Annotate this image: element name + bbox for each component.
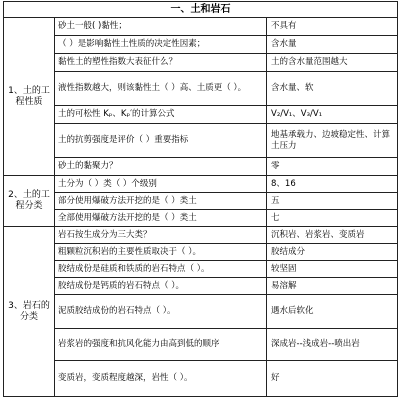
question-cell: 土分为（ ）类（ ）个级别 [55,176,267,193]
question-cell: 岩石按生成分为三大类？ [55,227,267,244]
answer-cell: 遇水后软化 [267,295,398,329]
question-cell: 黏性土的塑性指数大表征什么？ [55,54,267,72]
answer-cell: 易溶解 [267,278,398,295]
answer-cell: 七 [267,210,398,227]
answer-cell: 含水量、软 [267,72,398,106]
answer-cell: 不具有 [267,18,398,36]
question-cell: 砂土一般( )黏性； [55,18,267,36]
answer-cell: 较坚固 [267,261,398,278]
answer-cell: 地基承载力、边坡稳定性、计算土压力 [267,124,398,158]
answer-cell: 深成岩--浅成岩--喷出岩 [267,329,398,361]
question-cell: 砂土的黏聚力？ [55,158,267,176]
question-cell: 胶结成份是钙质的岩石特点（ ）。 [55,278,267,295]
question-cell: 土的抗剪强度是评价（ ）重要指标 [55,124,267,158]
answer-cell: 沉积岩、岩浆岩、变质岩 [267,227,398,244]
question-cell: 部分使用爆破方法开挖的是（ ）类土 [55,193,267,210]
question-cell: 液性指数越大，则该黏性土（ ）高、土质更（ ）。 [55,72,267,106]
question-cell: 泥质胶结成份的岩石特点（ ）。 [55,295,267,329]
question-cell: 岩浆岩的强度和抗风化能力由高到低的顺序 [55,329,267,361]
answer-cell: 五 [267,193,398,210]
question-cell: 胶结成份是硅质和铁质的岩石特点（ ）。 [55,261,267,278]
qa-table [3,1,398,397]
question-cell: 全部使用爆破方法开挖的是（ ）类土 [55,210,267,227]
answer-cell: 好 [267,361,398,397]
answer-cell: 含水量 [267,36,398,54]
question-cell: （ ）是影响黏性土性质的决定性因素； [55,36,267,54]
answer-cell: V₂/V₁、V₃/V₁ [267,106,398,124]
table-title: 一、土和岩石 [4,2,398,18]
answer-cell: 土的含水量范围越大 [267,54,398,72]
question-cell: 土的可松性 Kₚ、Kₚ′的计算公式 [55,106,267,124]
section-label: 2、土的工程分类 [4,176,55,227]
answer-cell: 零 [267,158,398,176]
answer-cell: 胶结成分 [267,244,398,261]
section-label: 1、土的工程性质 [4,18,55,176]
answer-cell: 8、16 [267,176,398,193]
section-label: 3、岩石的分类 [4,227,55,397]
question-cell: 变质岩，变质程度越深，岩性（ ）。 [55,361,267,397]
question-cell: 粗颗粒沉积岩的主要性质取决于（ ）。 [55,244,267,261]
